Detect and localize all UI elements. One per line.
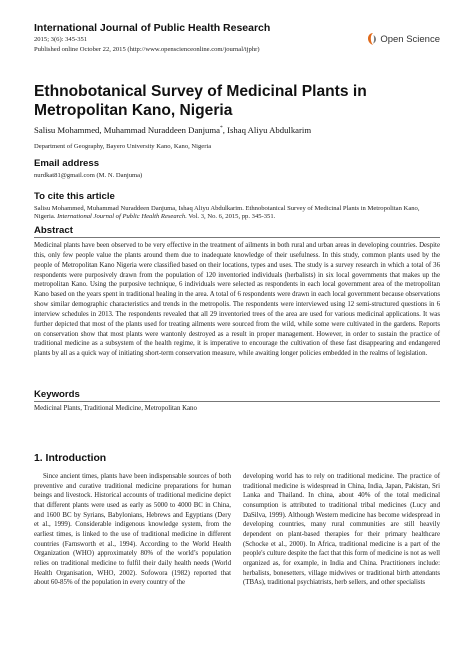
open-science-logo-icon <box>367 32 377 46</box>
paper-title: Ethnobotanical Survey of Medicinal Plants in Metropolitan Kano, Nigeria <box>34 83 367 119</box>
citation-journal: International Journal of Public Health Research. <box>57 213 187 221</box>
author-affiliation: Department of Geography, Bayero University Kano, Kano, Nigeria <box>34 143 212 150</box>
corresponding-author-mark: * <box>220 125 223 132</box>
abstract-heading: Abstract <box>34 225 73 236</box>
introduction-heading: 1. Introduction <box>34 453 107 464</box>
keywords-text: Medicinal Plants, Traditional Medicine, Metropolitan Kano <box>34 405 197 412</box>
divider <box>34 237 440 238</box>
citation-text <box>34 205 440 222</box>
citation-volume: Vol. 3, No. 6, 2015, pp. 345-351. <box>188 213 276 221</box>
author-names-rest: , Ishaq Aliyu Abdulkarim <box>222 125 312 135</box>
journal-published-line: Published online October 22, 2015 (http://www.openscienceonline.com/journal/ijphr) <box>34 46 260 54</box>
citation-main: Salisu Mohammed, Muhammad Nuraddeen Danjuma, Ishaq Aliyu Abdulkarim. Ethnobotanical Survey of Medicinal Plants in Metropolitan Kano, Nigeria. <box>34 205 420 221</box>
author-list <box>34 125 311 135</box>
publisher-logo <box>367 32 440 46</box>
journal-issue: 2015; 3(6): 345-351 <box>34 36 88 43</box>
email-heading: Email address <box>34 158 100 169</box>
abstract-text: Medicinal plants have been observed to be very effective in the treatment of ailments in both rural and urban areas in developing countries. Despite this, only few people value the plants around them due to inadequate knowledge of their usefulness. In this study, common plants used by the people of Metropolitan Kano Nigeria were classified based on their locations, types and uses. The study is a survey research in which a total of 36 respondents were purposively drawn from the population of 120 inventoried individuals (herbalists) in six local governments that makes up the metropolitan Kano. Using the purposive technique, 6 individuals were selected as respondents in each local government area of the metropolitan Kano based on the years spent in traditional healing in the area. A total of 6 respondents were drawn in each local government because observations show similar demographic characteristics and trends in the metropolis. The respondents were interviewed using 12 semi-structured questions in 6 interview schedules in 2013. The respondents revealed that all 29 inventoried trees of the area are used for various medicinal applications. It was further depicted that most of the plants used for treating ailments were sourced from the wild, while some were cultivated in the gardens. Reports on conservation show that most plants were wantonly destroyed as a result in proper management. However, in order to sustain the practice of traditional medicine as a subsystem of the health regime, it is imperative to encourage the cultivation of these fast disappearing and endangered plants by all as a quick way of initiating short-term conservation measure, while awaiting longer policies embedded in the realms of legislation. <box>34 242 440 358</box>
introduction-column-left: Since ancient times, plants have been indispensable sources of both preventive and curative traditional medicine preparations for human beings and livestock. Historical accounts of traditional medicine depict that different plants were used as early as 5000 to 4000 BC in China, and 1600 BC by Syrians, Babylonians, Hebrews and Egyptians (Dery et al., 1999). Considerable indigenous knowledge system, from the earliest times, is linked to the use of traditional medicine in different countries (Farnsworth et al., 1994). According to the World Health Organization (WHO) approximately 80% of the world’s population relies on traditional medicine to fulfil their daily health needs (World Health Organisation, WHO, 2002). Sofowora (1982) reported that about 60-85% of the population in every country of the <box>34 473 231 587</box>
divider <box>34 401 440 402</box>
journal-header <box>34 22 440 55</box>
keywords-heading: Keywords <box>34 389 80 400</box>
journal-title: International Journal of Public Health Research <box>34 22 271 34</box>
author-names: Salisu Mohammed, Muhammad Nuraddeen Danjuma <box>34 125 221 135</box>
introduction-column-right: developing world has to rely on traditional medicine. The practice of traditional medicine is widespread in China, India, Japan, Pakistan, Sri Lanka and Thailand. In china, about 40% of the total medicinal consumption is attributed to traditional tribal medicines (Lucy and DaSilva, 1999). Although Western medicine has become widespread in developing countries, many rural communities are still heavily dependent on plant-based therapies for their primary healthcare (Schocke et al., 2000). In Africa, traditional medicine is a part of the people's culture despite the fact that this form of medicine is not as well organized as, for example, in India and China. Practitioners include: herbalists, bonesetters, village midwives or traditional birth attendants (TBAs), traditional psychiatrists, herb sellers, and other specialists <box>243 473 440 587</box>
publisher-name: Open Science <box>380 33 440 45</box>
cite-heading: To cite this article <box>34 191 115 202</box>
email-address: nurdkat81@gmail.com (M. N. Danjuma) <box>34 172 143 179</box>
